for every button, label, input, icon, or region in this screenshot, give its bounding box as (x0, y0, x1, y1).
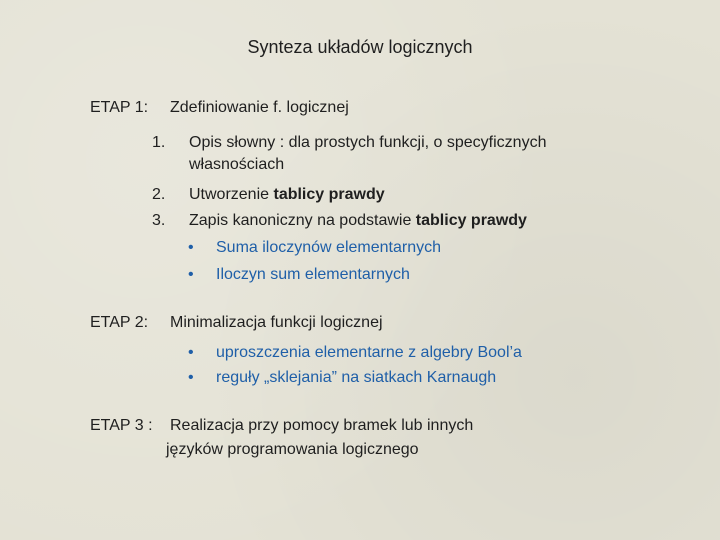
etap1-heading: Zdefiniowanie f. logicznej (170, 99, 349, 116)
etap1-item3-number: 3. (152, 212, 166, 229)
etap2-bullet-1: uproszczenia elementarne z algebry Bool’a (216, 344, 522, 361)
etap3-line1 (170, 416, 473, 436)
etap3-line2: języków programowania logicznego (166, 441, 419, 458)
etap1-item3-text (189, 211, 527, 231)
etap1-item1-line1: Opis słowny : dla prostych funkcji, o specyficznych (189, 134, 547, 151)
etap1-item3-plain: Zapis kanoniczny na podstawie (189, 212, 416, 229)
etap2-heading: Minimalizacja funkcji logicznej (170, 314, 383, 331)
etap1-bullet-2: Iloczyn sum elementarnych (216, 266, 410, 283)
etap1-item2-bold: tablicy prawdy (273, 186, 385, 203)
slide-title: Synteza układów logicznych (247, 37, 473, 57)
bullet-icon: • (188, 344, 194, 361)
bullet-icon: • (188, 239, 194, 256)
etap1-item2-text (189, 185, 385, 205)
etap1-item1-line2: własnościach (189, 156, 285, 173)
bullet-icon: • (188, 369, 194, 386)
etap3-rest: przy pomocy bramek lub innych (243, 417, 474, 434)
etap1-label: ETAP 1: (90, 99, 149, 116)
etap3-label: ETAP 3 : (90, 417, 153, 434)
etap1-item3-bold: tablicy prawdy (415, 212, 527, 229)
bullet-icon: • (188, 266, 194, 283)
etap1-item2-plain: Utworzenie (189, 186, 274, 203)
etap2-bullet-2: reguły „sklejania” na siatkach Karnaugh (216, 369, 497, 386)
etap1-item2-number: 2. (152, 186, 166, 203)
etap1-bullet-1: Suma iloczynów elementarnych (216, 239, 441, 256)
etap2-label: ETAP 2: (90, 314, 149, 331)
etap1-item1-number: 1. (152, 134, 166, 151)
etap3-bold: Realizacja (170, 417, 244, 434)
